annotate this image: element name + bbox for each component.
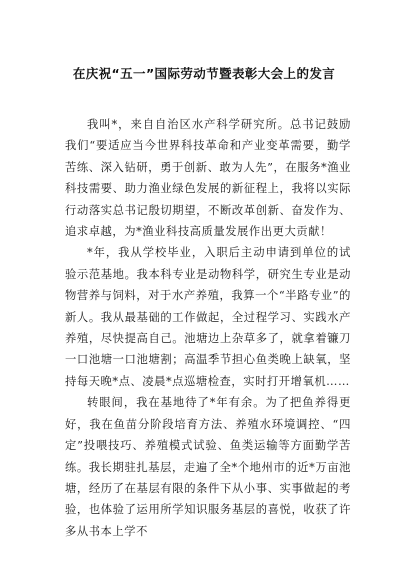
document-body [65,114,351,542]
paragraph-intro: 我叫*，来自自治区水产科学研究所。总书记鼓励我们“要适应当今世界科技革命和产业变革需要，勤学苦练、深入钻研，勇于创新、敢为人先”，在服务*渔业科技需要、助力渔业绿色发展的新征程上，我将以实际行动落实总书记殷切期望，不断改革创新、奋发作为、追求卓越，为*渔业科技高质量发展作出更大贡献！ [65,118,351,239]
paragraph-graduation: *年，我从学校毕业，入职后主动申请到单位的试验示范基地。我本科专业是动物科学，研究生专业是动物营养与饲料，对于水产养殖，我算一个“半路专业”的新人。我从最基础的工作做起，全过程学习、实践水产养殖，尽快提高自己。池塘边上杂草多了，就拿着镰刀一口池塘一口池塘割；高温季节担心鱼类晚上缺氧，坚持每天晚*点、凌晨*点巡塘检查，实时打开增氧机…… [65,246,351,388]
paragraph-base-years: 转眼间，我在基地待了*年有余。为了把鱼养得更好，我在鱼苗分阶段培育方法、养殖水环境调控、“四定”投喂技巧、养殖模式试验、鱼类运输等方面勤学苦练。我长期驻扎基层，走遍了全*个地州市的近*万亩池塘，经历了在基层有限的条件下从小事、实事做起的考验，也体验了运用所学知识服务基层的喜悦，收获了许多从书本上学不 [65,396,351,538]
document-title: 在庆祝“五一”国际劳动节暨表彰大会上的发言 [72,66,336,81]
